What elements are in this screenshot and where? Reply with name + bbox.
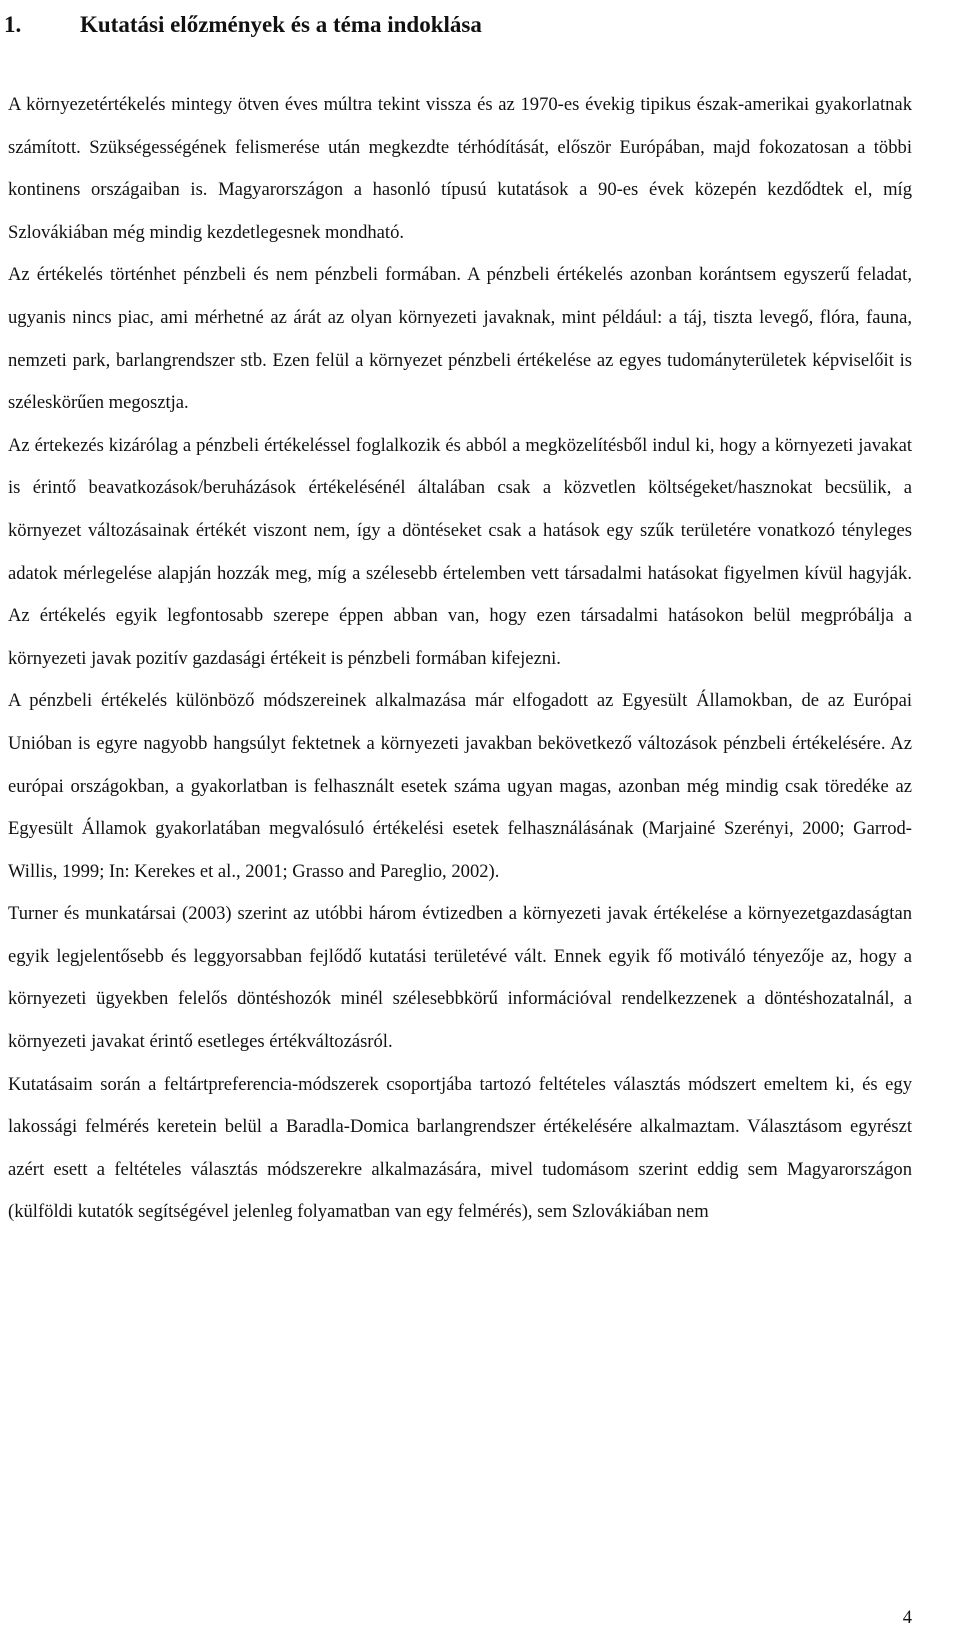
paragraph-research-method: Kutatásaim során a feltártpreferencia-módszerek csoportjába tartozó feltételes választás módszert emeltem ki, és egy lakossági felmérés keretein belül a Baradla-Domica barlangrendszer értékelésére alkalmaztam. Választásom egyrészt azért esett a feltételes választás módszerekre alkalmazására, mivel tudomásom szerint eddig sem Magyarországon (külföldi kutatók segítségével jelenleg folyamatban van egy felmérés), sem Szlovákiában nem xyxy=(8,1073,912,1223)
paragraph-international-practice: A pénzbeli értékelés különböző módszereinek alkalmazása már elfogadott az Egyesült Államokban, de az Európai Unióban is egyre nagyobb hangsúlyt fektetnek a környezeti javakban bekövetkező változások pénzbeli értékelésére. Az európai országokban, a gyakorlatban is felhasznált esetek száma ugyan magas, azonban még mindig csak töredéke az Egyesült Államok gyakorlatában megvalósuló értékelési esetek felhasználásának (Marjainé Szerényi, 2000; Garrod-Willis, 1999; In: Kerekes et al., 2001; Grasso and Pareglio, 2002). xyxy=(8,690,912,882)
page-number: 4 xyxy=(902,1607,912,1628)
paragraph-turner: Turner és munkatársai (2003) szerint az utóbbi három évtizedben a környezeti javak értékelése a környezetgazdaságtan egyik legjelentősebb és leggyorsabban fejlődő kutatási területévé vált. Ennek egyik fő motiváló tényezője az, hogy a környezeti ügyekben felelős döntéshozók minél szélesebbkörű információval rendelkezzenek a döntéshozatalnál, a környezeti javakat érintő esetleges értékváltozásról. xyxy=(8,903,912,1053)
paragraph-thesis-approach: Az értekezés kizárólag a pénzbeli értékeléssel foglalkozik és abból a megközelítésből indul ki, hogy a környezeti javakat is érintő beavatkozások/beruházások értékelésénél általában csak a közvetlen költségeket/hasznokat becsülik, a környezet változásainak értékét viszont nem, így a döntéseket csak a hatások egy szűk területére vonatkozó tényleges adatok mérlegelése alapján hozzák meg, míg a szélesebb értelemben vett társadalmi hatásokat figyelmen kívül hagyják. Az értékelés egyik legfontosabb szerepe éppen abban van, hogy ezen társadalmi hatásokon belül megpróbálja a környezeti javak pozitív gazdasági értékeit is pénzbeli formában kifejezni. xyxy=(8,434,912,669)
body-text xyxy=(8,84,912,1234)
section-number: 1. xyxy=(4,12,22,38)
paragraph-history: A környezetértékelés mintegy ötven éves múltra tekint vissza és az 1970-es évekig tipikus észak-amerikai gyakorlatnak számított. Szükségességének felismerése után megkezdte térhódítását, először Európában, majd fokozatosan a többi kontinens országaiban is. Magyarországon a hasonló típusú kutatások a 90-es évek közepén kezdődtek el, míg Szlovákiában még mindig kezdetlegesnek mondható. xyxy=(8,94,912,243)
section-heading xyxy=(4,7,482,43)
paragraph-monetary-valuation: Az értékelés történhet pénzbeli és nem pénzbeli formában. A pénzbeli értékelés azonban korántsem egyszerű feladat, ugyanis nincs piac, ami mérhetné az árát az olyan környezeti javaknak, mint például: a táj, tiszta levegő, flóra, fauna, nemzeti park, barlangrendszer stb. Ezen felül a környezet pénzbeli értékelése az egyes tudományterületek képviselőit is széleskörűen megosztja. xyxy=(8,264,912,414)
section-title: Kutatási előzmények és a téma indoklása xyxy=(80,12,482,38)
